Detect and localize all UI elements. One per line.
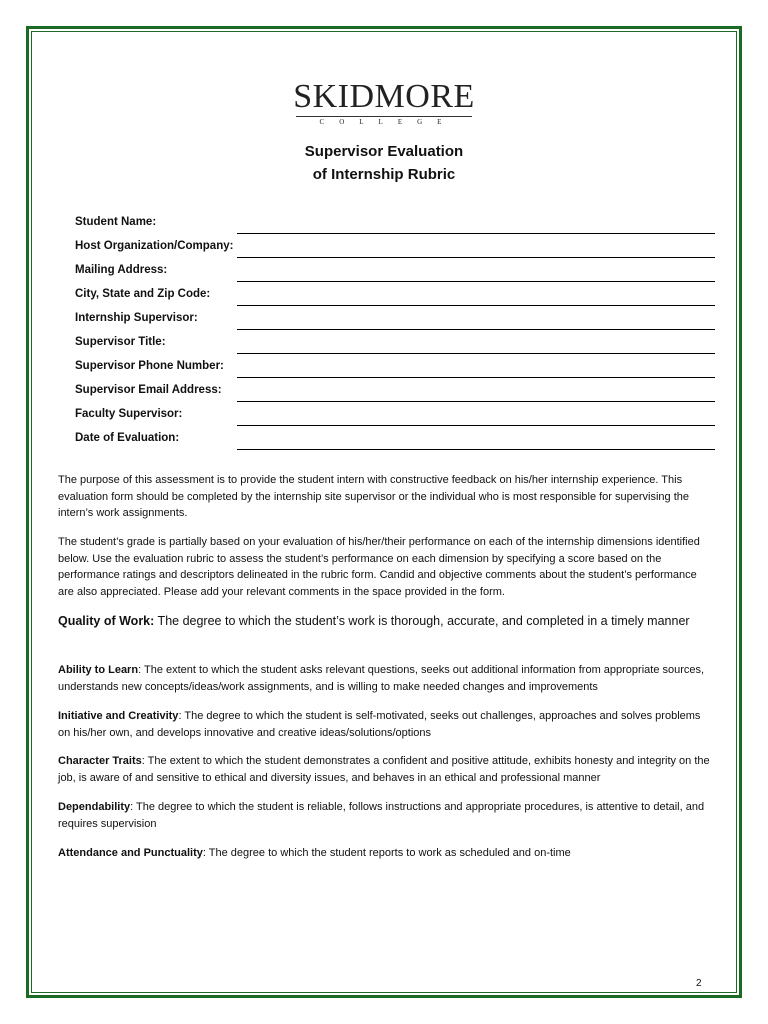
field-label: Internship Supervisor: [75,312,198,324]
student-name-input-line[interactable] [237,233,715,234]
field-label: City, State and Zip Code: [75,288,211,300]
criterion-text: : The degree to which the student reports to work as scheduled and on-time [202,847,571,859]
field-mailing-address [75,262,715,286]
supervisor-title-input-line[interactable] [237,353,715,354]
criterion-label: Ability to Learn [58,664,139,676]
criterion-label: Initiative and Creativity [58,710,179,722]
criterion-label: Dependability [58,801,131,813]
criterion-label: Attendance and Punctuality [58,847,203,859]
field-label: Supervisor Email Address: [75,384,222,396]
supervisor-email-input-line[interactable] [237,401,715,402]
field-student-name [75,214,715,238]
supervisor-phone-input-line[interactable] [237,377,715,378]
city-state-zip-input-line[interactable] [237,305,715,306]
criterion-text: : The extent to which the student asks relevant questions, seeks out additional information from appropriate sources, understands new concepts/ideas/work assignments, and is willing to make needed changes and improvements [58,664,705,693]
field-label: Supervisor Title: [75,336,166,348]
field-label: Student Name: [75,216,157,228]
field-label: Host Organization/Company: [75,240,234,252]
criterion-label: Character Traits [58,755,142,767]
intro-paragraph-1: The purpose of this assessment is to provide the student intern with constructive feedback on his/her internship experience. This evaluation form should be completed by the internship site supervisor or the individual who is most responsible for supervising the intern’s work assignments. [58,474,690,519]
field-host-organization [75,238,715,262]
criterion-initiative-creativity [58,708,710,741]
criterion-text: : The degree to which the student is self-motivated, seeks out challenges, approaches and solves problems on his/her own, and develops innovative and creative ideas/solutions/options [58,710,701,739]
field-date-of-evaluation [75,430,715,454]
quality-of-work-heading [58,613,710,630]
logo-name: SKIDMORE [293,78,475,115]
page-title-line-1: Supervisor Evaluation [304,143,464,160]
field-city-state-zip [75,286,715,310]
criterion-ability-to-learn [58,662,710,695]
field-supervisor-title [75,334,715,358]
quality-label: Quality of Work: [58,614,155,628]
criterion-dependability [58,799,710,832]
field-label: Supervisor Phone Number: [75,360,224,372]
mailing-address-input-line[interactable] [237,281,715,282]
page-number: 2 [696,978,702,989]
field-faculty-supervisor [75,406,715,430]
internship-supervisor-input-line[interactable] [237,329,715,330]
faculty-supervisor-input-line[interactable] [237,425,715,426]
intro-paragraph-2: The student’s grade is partially based on your evaluation of his/her/their performance on each of the internship dimensions identified below. Use the evaluation rubric to assess the student’s performance on each dimension by specifying a score based on the performance ratings and descriptors delineated in the rubric form. Candid and objective comments about the student’s performance are also appreciated. Please add your relevant comments in the space provided in the form. [58,536,700,598]
criterion-character-traits [58,753,710,786]
field-label: Faculty Supervisor: [75,408,183,420]
field-label: Mailing Address: [75,264,168,276]
field-internship-supervisor [75,310,715,334]
date-of-evaluation-input-line[interactable] [237,449,715,450]
page-title-line-2: of Internship Rubric [312,166,456,183]
logo-subtitle: COLLEGE [319,118,457,126]
field-label: Date of Evaluation: [75,432,180,444]
host-organization-input-line[interactable] [237,257,715,258]
criterion-text: : The extent to which the student demonstrates a confident and positive attitude, exhibits honesty and integrity on the job, is aware of and sensitive to ethical and diversity issues, and behaves in an ethical and professional manner [58,755,710,784]
field-supervisor-phone [75,358,715,382]
quality-text: The degree to which the student’s work is thorough, accurate, and completed in a timely manner [154,614,690,628]
criterion-text: : The degree to which the student is reliable, follows instructions and appropriate procedures, is attentive to detail, and requires supervision [58,801,705,830]
info-fields [75,214,715,454]
skidmore-logo [292,80,476,127]
field-supervisor-email [75,382,715,406]
criterion-attendance-punctuality [58,845,710,862]
